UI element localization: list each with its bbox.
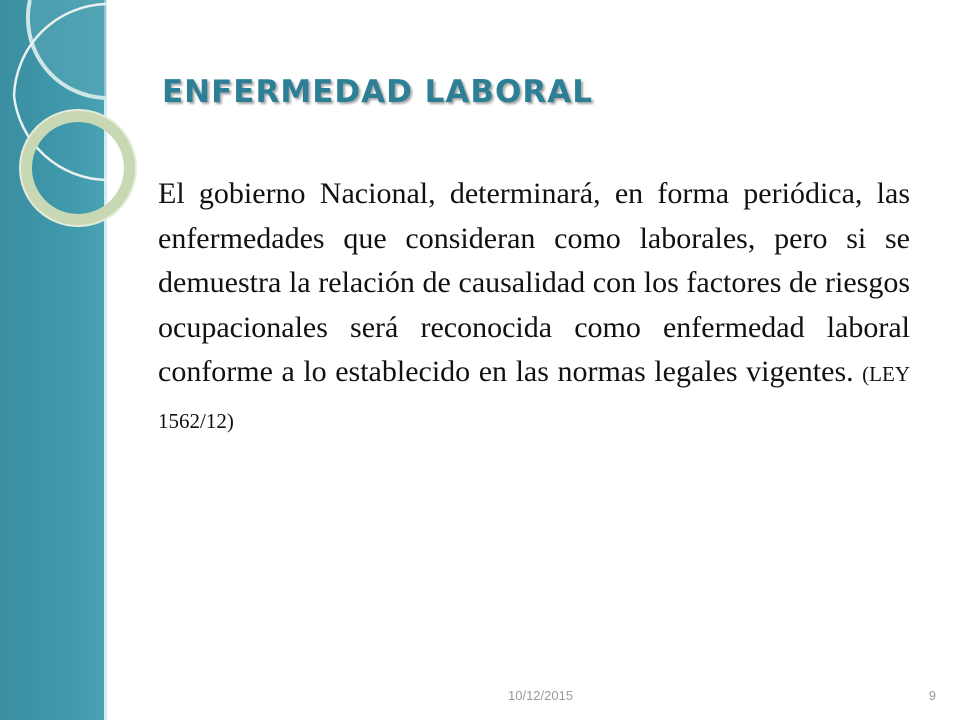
law-citation: (LEY 1562/12) [158, 362, 910, 433]
slide-title: ENFERMEDAD LABORAL [162, 74, 593, 110]
body-paragraph: El gobierno Nacional, determinará, en forma periódica, las enfermedades que consideran como laborales, pero si se demuestra la relación de causalidad con los factores de riesgos ocupacionales será reconocida como enfermedad laboral conforme a lo establecido en las normas legales vigentes. [158, 177, 910, 388]
footer-date: 10/12/2015 [508, 688, 574, 703]
slide-body-text [158, 172, 910, 443]
decorative-circles-icon [0, 0, 140, 240]
page-number: 9 [928, 688, 936, 703]
